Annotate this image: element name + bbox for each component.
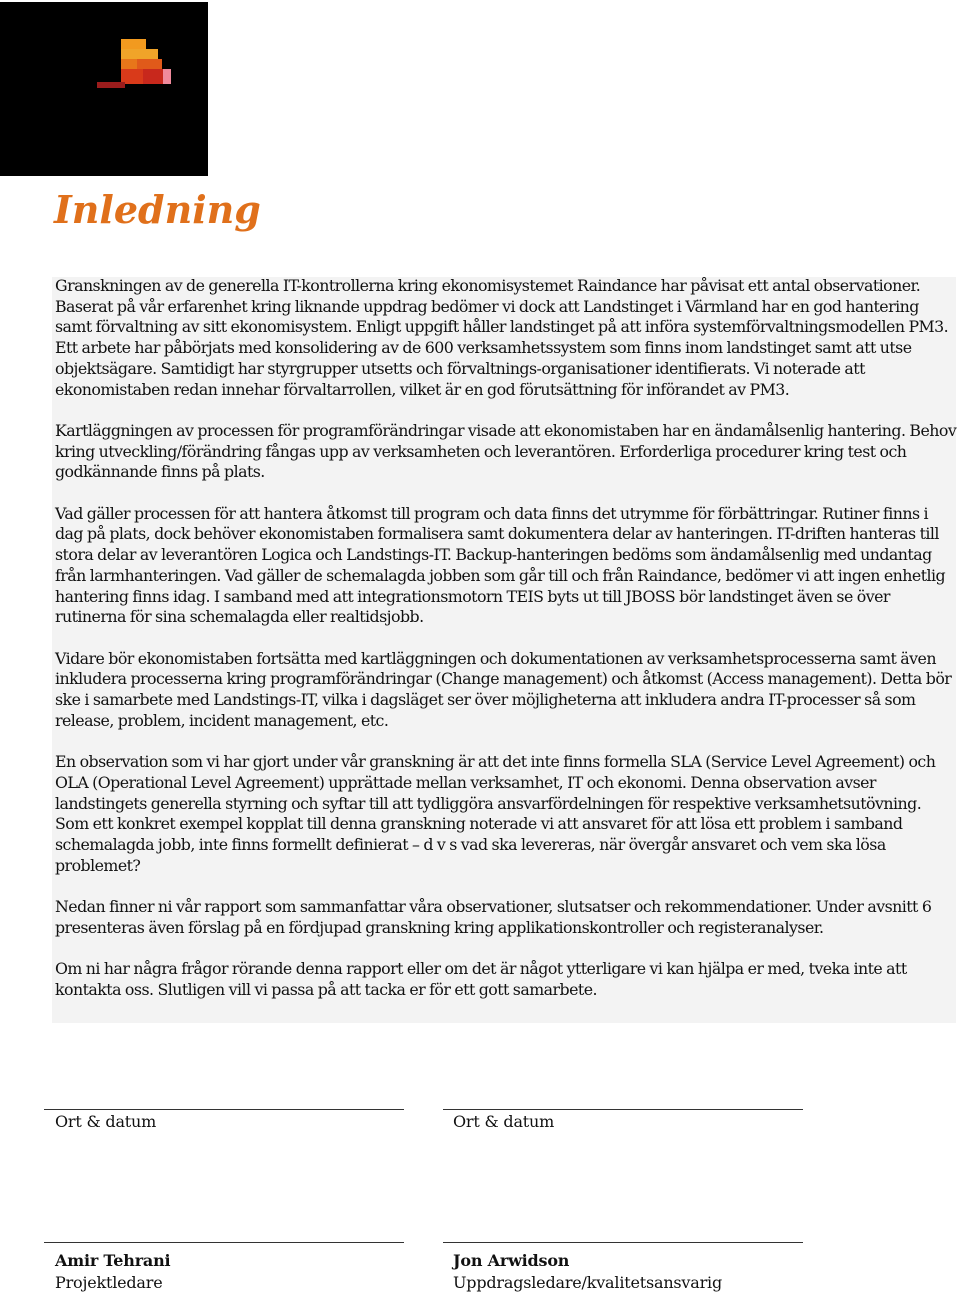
signer-name-right: Jon Arwidson [453,1251,570,1270]
body-text [55,276,957,1021]
signature-line-right-date [443,1109,803,1110]
signer-role-left: Projektledare [55,1273,163,1292]
signature-line-left-date [44,1109,404,1110]
paragraph: Om ni har några frågor rörande denna rapport eller om det är något ytterligare vi kan hjälpa er med, tveka inte att kontakta oss. Slutligen vill vi passa på att tacka er för ett gott samarbete. [55,959,907,999]
paragraph: Granskningen av de generella IT-kontrollerna kring ekonomisystemet Raindance har påvisat ett antal observationer. Baserat på vår erfarenhet kring liknande uppdrag bedömer vi dock att Landstinget i Värmland har en god hantering samt förvaltning av sitt ekonomisystem. Enligt uppgift håller landstinget på att införa systemförvaltningsmodellen PM3. Ett arbete har påbörjats med konsolidering av de 600 verksamhetssystem som finns inom landstinget samt att utse objektsägare. Samtidigt har styrgrupper utsetts och förvaltnings-organisationer identifierats. Vi noterade att ekonomistaben redan innehar förvaltarrollen, vilket är en god förutsättning för införandet av PM3. [55,276,949,399]
place-date-label-right: Ort & datum [453,1112,555,1131]
signature-line-right [443,1242,803,1243]
paragraph: Vidare bör ekonomistaben fortsätta med kartläggningen och dokumentationen av verksamhetsprocesserna samt även inkludera processerna kring programförändringar (Change management) och åtkomst (Access management). Detta bör ske i samarbete med Landstings-IT, vilka i dagsläget ser över möjligheterna att inkludera andra IT-processer så som release, problem, incident management, etc. [55,648,952,730]
signer-role-right: Uppdragsledare/kvalitetsansvarig [453,1273,723,1292]
logo-mark-icon [0,2,208,176]
paragraph: Nedan finner ni vår rapport som sammanfattar våra observationer, slutsatser och rekommendationer. Under avsnitt 6 presenteras även förslag på en fördjupad granskning kring applikationskontroller och registeranalyser. [55,897,932,937]
place-date-label-left: Ort & datum [55,1112,157,1131]
paragraph: Vad gäller processen för att hantera åtkomst till program och data finns det utrymme för förbättringar. Rutiner finns i dag på plats, dock behöver ekonomistaben formalisera samt dokumentera delar av hanteringen. IT-driften hanteras till stora delar av leverantören Logica och Landstings-IT. Backup-hanteringen bedöms som ändamålsenlig med undantag från larmhanteringen. Vad gäller de schemalagda jobben som går till och från Raindance, bedömer vi att ingen enhetlig hantering finns idag. I samband med att integrationsmotorn TEIS byts ut till JBOSS bör landstinget även se över rutinerna för sina schemalagda eller realtidsjobb. [55,503,946,627]
company-logo [0,2,208,176]
signature-line-left [44,1242,404,1243]
paragraph: Kartläggningen av processen för programförändringar visade att ekonomistaben har en ändamålsenlig hantering. Behov kring utveckling/förändring fångas upp av verksamheten och leverantören. Erforderliga procedurer kring test och godkännande finns på plats. [55,420,957,482]
paragraph: En observation som vi har gjort under vår granskning är att det inte finns formella SLA (Service Level Agreement) och OLA (Operational Level Agreement) upprättade mellan verksamhet, IT och ekonomi. Denna observation avser landstingets generella styrning och syftar till att tydliggöra ansvarfördelningen för respektive verksamhetsutövning. Som ett konkret exempel kopplat till denna granskning noterade vi att ansvaret för att lösa ett problem i samband schemalagda jobb, inte finns formellt definierat – d v s vad ska levereras, när övergår ansvaret och vem ska lösa problemet? [55,752,936,875]
signer-name-left: Amir Tehrani [55,1251,171,1270]
page-title: Inledning [54,187,261,232]
